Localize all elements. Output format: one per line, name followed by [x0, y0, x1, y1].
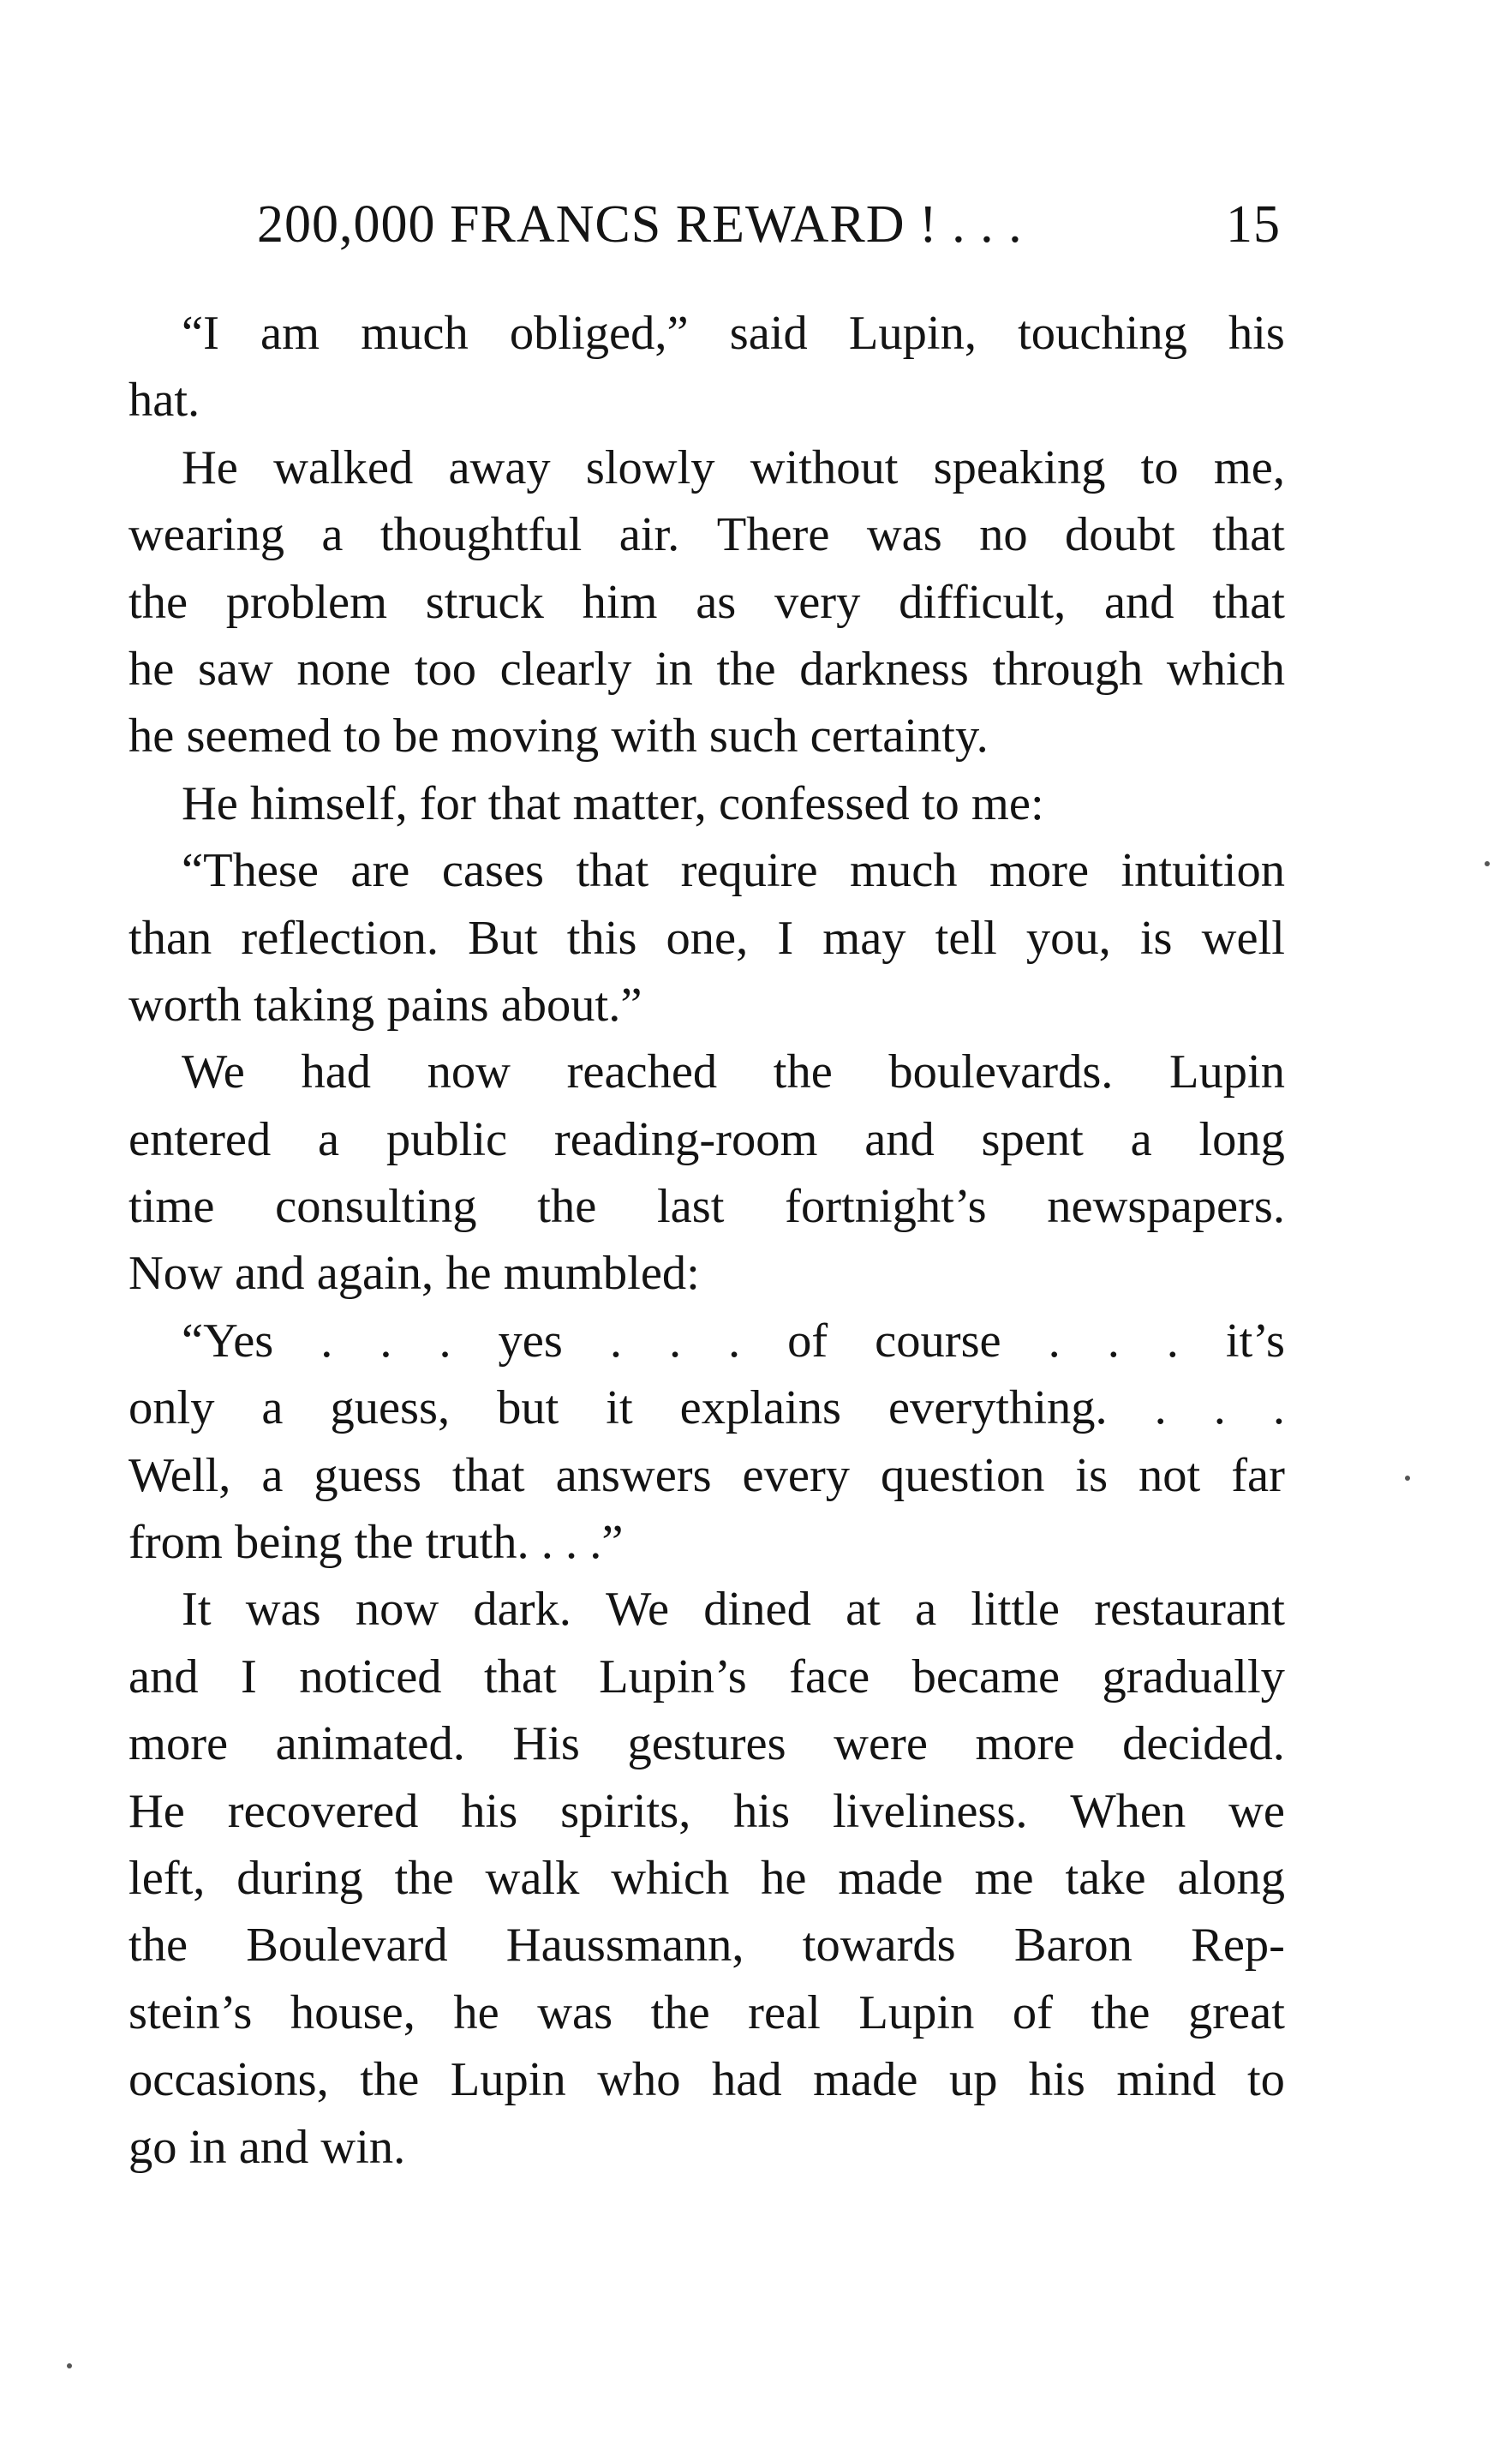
- text-line: [128, 837, 1285, 904]
- word: his: [461, 1784, 518, 1838]
- text-line: [128, 1576, 1285, 1643]
- word: him: [582, 575, 658, 629]
- scan-speck: [1485, 861, 1490, 866]
- text-line: [128, 1778, 1285, 1845]
- word: Haussmann,: [505, 1919, 744, 1973]
- word: about.”: [500, 978, 642, 1032]
- word: that: [451, 1448, 525, 1502]
- word: in: [188, 2120, 227, 2174]
- word: .: [541, 1516, 553, 1570]
- word: be: [393, 710, 439, 763]
- word: he: [445, 1247, 492, 1301]
- word: animated.: [275, 1717, 465, 1771]
- word: more: [128, 1717, 229, 1771]
- word: answers: [555, 1448, 712, 1502]
- word: .: [1154, 1381, 1167, 1435]
- word: much: [361, 307, 469, 360]
- word: yes: [498, 1314, 563, 1368]
- word: well: [1201, 911, 1285, 965]
- word: face: [789, 1650, 870, 1704]
- word: gestures: [627, 1717, 786, 1771]
- text-line: [128, 1912, 1285, 1979]
- word: everything.: [887, 1381, 1108, 1435]
- word: It: [182, 1583, 212, 1637]
- word: problem: [225, 575, 388, 629]
- text-line: [128, 569, 1285, 636]
- word: such: [708, 710, 798, 763]
- word: He: [182, 776, 238, 830]
- word: Lupin’s: [599, 1650, 747, 1704]
- word: mind: [1116, 2053, 1216, 2107]
- word: He: [128, 1784, 185, 1838]
- word: hat.: [128, 374, 200, 428]
- text-line: [128, 1039, 1285, 1105]
- word: the: [716, 642, 776, 696]
- text-line: [128, 1173, 1285, 1240]
- text-line: [128, 434, 1285, 501]
- word: .: [1272, 1381, 1285, 1435]
- word: none: [296, 642, 391, 696]
- word: the: [394, 1851, 454, 1905]
- word: require: [680, 844, 818, 898]
- word: now: [355, 1583, 439, 1637]
- word: too: [414, 642, 477, 696]
- text-line: [128, 1442, 1285, 1509]
- text-line: [128, 1644, 1285, 1710]
- word: course: [875, 1314, 1001, 1368]
- word: slowly: [585, 440, 715, 494]
- word: but: [497, 1381, 559, 1435]
- word: “These: [182, 844, 319, 898]
- running-head-title: 200,000 FRANCS REWARD ! . . .: [257, 195, 1023, 254]
- word: more: [975, 1717, 1075, 1771]
- word: that: [483, 1650, 557, 1704]
- word: .: [439, 1314, 451, 1368]
- word: take: [1065, 1851, 1146, 1905]
- word: certainty.: [810, 710, 989, 763]
- word: from: [128, 1516, 223, 1570]
- word: clearly: [499, 642, 632, 696]
- word: boulevards.: [888, 1045, 1114, 1099]
- word: being: [234, 1516, 343, 1570]
- word: and: [234, 1247, 305, 1301]
- word: reflection.: [241, 911, 439, 965]
- word: which: [1166, 642, 1285, 696]
- text-line: [128, 972, 1285, 1039]
- word: far: [1231, 1448, 1285, 1502]
- word: Lupin: [1169, 1045, 1285, 1099]
- text-line: [128, 1374, 1285, 1441]
- word: with: [611, 710, 697, 763]
- word: Well,: [128, 1448, 231, 1502]
- word: When: [1070, 1784, 1186, 1838]
- word: he: [128, 710, 175, 763]
- text-line: [128, 1509, 1285, 1576]
- word: tell: [935, 911, 997, 965]
- word: a: [261, 1448, 284, 1502]
- word: may: [822, 911, 906, 965]
- word: speaking: [933, 440, 1106, 494]
- word: only: [128, 1381, 215, 1435]
- word: guess,: [330, 1381, 451, 1435]
- word: the: [360, 2053, 420, 2107]
- word: had: [712, 2053, 782, 2107]
- word: and: [238, 2120, 309, 2174]
- text-line: [128, 1979, 1285, 2046]
- word: and: [1103, 575, 1174, 629]
- text-line: [128, 300, 1285, 367]
- word: .: [668, 1314, 682, 1368]
- word: fortnight’s: [785, 1180, 987, 1234]
- word: a: [318, 1112, 340, 1166]
- word: moving: [451, 710, 600, 763]
- word: “Yes: [182, 1314, 274, 1368]
- word: gradually: [1102, 1650, 1285, 1704]
- word: and: [864, 1112, 935, 1166]
- word: towards: [802, 1919, 956, 1973]
- text-line: [128, 2046, 1285, 2113]
- page-number: 15: [1226, 195, 1281, 254]
- word: more: [989, 844, 1090, 898]
- word: now: [427, 1045, 511, 1099]
- word: that: [1212, 575, 1285, 629]
- word: up: [948, 2053, 998, 2107]
- word: matter,: [572, 776, 707, 830]
- text-line: [128, 1845, 1285, 1912]
- text-line: [128, 1710, 1285, 1777]
- word: little: [971, 1583, 1060, 1637]
- scan-speck: [1405, 1476, 1410, 1481]
- text-line: [128, 367, 1285, 434]
- word: and: [128, 1650, 199, 1704]
- word: truth.: [425, 1516, 529, 1570]
- word: There: [716, 508, 830, 562]
- word: spent: [981, 1112, 1084, 1166]
- word: a: [261, 1381, 284, 1435]
- word: We: [182, 1045, 245, 1099]
- word: saw: [197, 642, 273, 696]
- word: wearing: [128, 508, 284, 562]
- word: which: [611, 1851, 730, 1905]
- text-line: [128, 2114, 1285, 2181]
- word: .: [565, 1516, 578, 1570]
- word: But: [468, 911, 538, 965]
- word: in: [654, 642, 693, 696]
- word: cases: [441, 844, 545, 898]
- text-line: [128, 501, 1285, 568]
- word: noticed: [299, 1650, 442, 1704]
- word: taking: [253, 978, 375, 1032]
- word: himself,: [250, 776, 408, 830]
- word: restaurant: [1094, 1583, 1285, 1637]
- word: air.: [619, 508, 680, 562]
- word: worth: [128, 978, 242, 1032]
- word: last: [656, 1180, 725, 1234]
- word: a: [1130, 1112, 1152, 1166]
- word: was: [866, 508, 942, 562]
- word: again,: [316, 1247, 434, 1301]
- word: dark.: [473, 1583, 571, 1637]
- word: liveliness.: [832, 1784, 1028, 1838]
- word: Lupin,: [848, 307, 977, 360]
- text-line: [128, 1240, 1285, 1307]
- word: he: [128, 642, 175, 696]
- word: reached: [566, 1045, 718, 1099]
- word: .: [728, 1314, 741, 1368]
- word: along: [1177, 1851, 1285, 1905]
- word: seemed: [186, 710, 332, 763]
- word: to: [1246, 2053, 1285, 2107]
- word: away: [448, 440, 551, 494]
- scan-speck: [67, 2363, 72, 2368]
- word: the: [773, 1045, 833, 1099]
- word: was: [245, 1583, 321, 1637]
- word: a: [321, 508, 344, 562]
- word: without: [750, 440, 899, 494]
- word: left,: [128, 1851, 206, 1905]
- word: the: [128, 575, 188, 629]
- word: real: [748, 1985, 821, 2039]
- word: difficult,: [899, 575, 1067, 629]
- text-line: [128, 905, 1285, 972]
- word: intuition: [1121, 844, 1285, 898]
- word: every: [742, 1448, 851, 1502]
- word: win.: [320, 2120, 406, 2174]
- word: .: [320, 1314, 333, 1368]
- word: who: [597, 2053, 681, 2107]
- word: .”: [589, 1516, 624, 1570]
- word: made: [813, 2053, 918, 2107]
- word: it: [606, 1381, 633, 1435]
- word: doubt: [1065, 508, 1175, 562]
- word: public: [385, 1112, 508, 1166]
- word: of: [787, 1314, 828, 1368]
- text-line: [128, 703, 1285, 769]
- word: am: [260, 307, 320, 360]
- word: reading-room: [553, 1112, 818, 1166]
- word: to: [344, 710, 381, 763]
- word: .: [609, 1314, 622, 1368]
- word: .: [1213, 1381, 1226, 1435]
- word: .: [1048, 1314, 1061, 1368]
- word: were: [834, 1717, 928, 1771]
- word: said: [729, 307, 808, 360]
- word: occasions,: [128, 2053, 329, 2107]
- word: the: [537, 1180, 597, 1234]
- word: Lupin: [858, 1985, 975, 2039]
- word: to: [921, 776, 959, 830]
- word: made: [838, 1851, 943, 1905]
- word: explains: [679, 1381, 841, 1435]
- word: pains: [386, 978, 489, 1032]
- word: newspapers.: [1047, 1180, 1285, 1234]
- word: very: [774, 575, 861, 629]
- word: as: [696, 575, 737, 629]
- word: I: [240, 1650, 257, 1704]
- word: the: [128, 1919, 188, 1973]
- word: question: [880, 1448, 1045, 1502]
- word: we: [1228, 1784, 1285, 1838]
- word: We: [606, 1583, 670, 1637]
- word: His: [512, 1717, 580, 1771]
- text-line: [128, 1308, 1285, 1374]
- word: Baron: [1013, 1919, 1133, 1973]
- word: confessed: [718, 776, 910, 830]
- word: for: [419, 776, 476, 830]
- running-head: [257, 190, 1281, 259]
- word: during: [236, 1851, 363, 1905]
- word: no: [979, 508, 1028, 562]
- word: became: [911, 1650, 1061, 1704]
- word: me:: [971, 776, 1044, 830]
- word: at: [846, 1583, 881, 1637]
- word: guess: [314, 1448, 421, 1502]
- word: through: [992, 642, 1144, 696]
- word: the: [650, 1985, 710, 2039]
- word: struck: [425, 575, 544, 629]
- word: touching: [1018, 307, 1187, 360]
- text-line: [128, 636, 1285, 703]
- word: me: [974, 1851, 1034, 1905]
- word: Boulevard: [246, 1919, 448, 1973]
- word: obliged,”: [509, 307, 689, 360]
- word: was: [537, 1985, 613, 2039]
- body-text: [128, 300, 1285, 2181]
- word: his: [1028, 2053, 1085, 2107]
- word: his: [733, 1784, 791, 1838]
- text-line: [128, 1106, 1285, 1173]
- word: recovered: [227, 1784, 419, 1838]
- word: .: [1107, 1314, 1120, 1368]
- word: it’s: [1225, 1314, 1285, 1368]
- word: this: [566, 911, 637, 965]
- word: of: [1012, 1985, 1053, 2039]
- word: stein’s: [128, 1985, 253, 2039]
- word: mumbled:: [503, 1247, 700, 1301]
- word: go: [128, 2120, 177, 2174]
- word: that: [487, 776, 561, 830]
- word: than: [128, 911, 212, 965]
- word: a: [915, 1583, 937, 1637]
- word: that: [1212, 508, 1285, 562]
- word: Rep-: [1191, 1919, 1285, 1973]
- word: walk: [485, 1851, 580, 1905]
- word: dined: [703, 1583, 811, 1637]
- word: is: [1139, 911, 1173, 965]
- word: is: [1075, 1448, 1109, 1502]
- word: “I: [182, 307, 219, 360]
- word: He: [182, 440, 238, 494]
- word: he: [761, 1851, 807, 1905]
- text-line: [128, 770, 1285, 837]
- word: Now: [128, 1247, 223, 1301]
- word: consulting: [275, 1180, 477, 1234]
- word: me,: [1213, 440, 1285, 494]
- word: much: [850, 844, 958, 898]
- word: one,: [666, 911, 749, 965]
- word: long: [1198, 1112, 1285, 1166]
- word: to: [1140, 440, 1179, 494]
- word: not: [1138, 1448, 1201, 1502]
- word: time: [128, 1180, 215, 1234]
- word: you,: [1025, 911, 1111, 965]
- word: .: [1166, 1314, 1179, 1368]
- word: I: [777, 911, 794, 965]
- word: his: [1228, 307, 1285, 360]
- word: he: [453, 1985, 499, 2039]
- word: entered: [128, 1112, 272, 1166]
- word: walked: [273, 440, 414, 494]
- word: the: [1091, 1985, 1150, 2039]
- word: decided.: [1122, 1717, 1285, 1771]
- word: thoughtful: [379, 508, 583, 562]
- word: darkness: [799, 642, 969, 696]
- word: great: [1187, 1985, 1285, 2039]
- word: had: [301, 1045, 372, 1099]
- word: are: [350, 844, 410, 898]
- word: Lupin: [450, 2053, 566, 2107]
- word: the: [354, 1516, 414, 1570]
- word: .: [379, 1314, 392, 1368]
- word: that: [576, 844, 649, 898]
- word: spirits,: [560, 1784, 691, 1838]
- word: house,: [290, 1985, 415, 2039]
